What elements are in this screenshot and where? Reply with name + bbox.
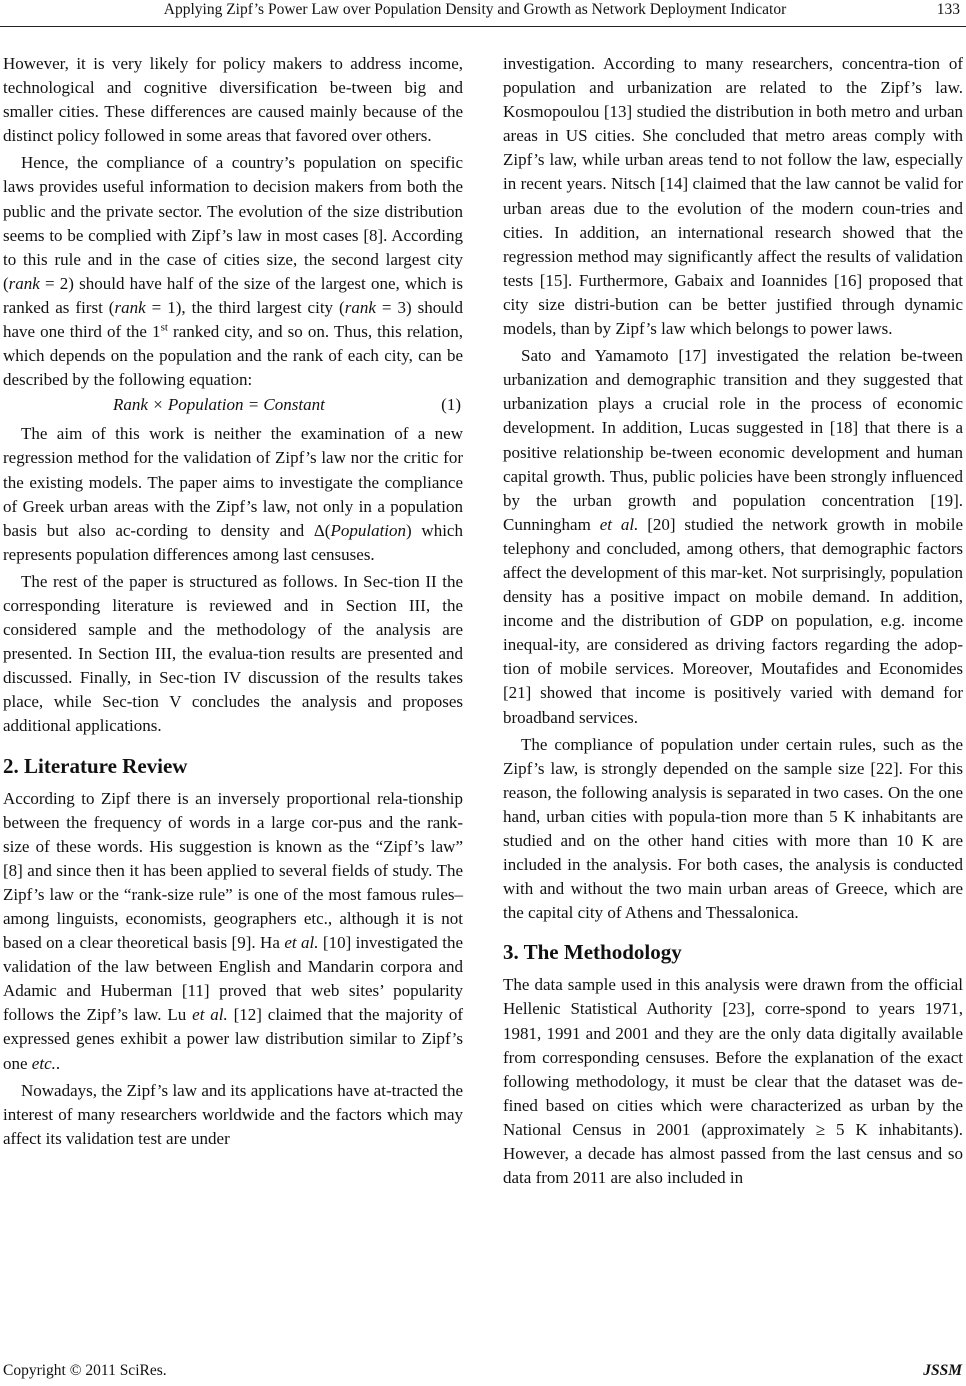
section-heading: 3. The Methodology	[503, 940, 682, 965]
paragraph	[3, 151, 463, 392]
italic-term: rank	[114, 297, 146, 317]
text-run: Sato and Yamamoto [17] investigated the relation be-tween urbanization and demographic transition and they suggested that urbanization plays a crucial role in the process of economic development. In addition, Lucas suggested in [18] that there is a positive relationship be-tween economic development and human capital growth. Thus, public policies have been strongly influenced by the urban growth and population concentration [19]. Cunningham	[503, 346, 963, 534]
text-run: = 2) should have half of the size of the largest one, which is ranked as first (	[3, 273, 463, 317]
superscript: st	[160, 321, 168, 334]
paragraph: investigation. According to many researchers, concentra-tion of population and urbanization are related to the Zipf’s law. Kosmopoulou [13] studied the distribution in both metro and urban areas in US cities. She concluded that metro areas comply with Zipf’s law, while urban areas tend to not follow the law, especially in recent years. Nitsch [14] claimed that the law cannot be valid for urban areas due to the evolution of the modern coun-tries and cities. In addition, an international research showed that the regression method may significantly affect the results of validation tests [15]. Furthermore, Gabaix and Ioannides [16] proposed that city size distri-bution can be better justified through dynamic models, than by Zipf’s law which belongs to power laws.	[503, 54, 963, 339]
text-run: = 1), the third largest city (	[145, 297, 345, 317]
paragraph	[503, 344, 963, 730]
text-run: [12] claimed that the majority of expressed genes exhibit a power law distribution similar to Zipf’s one	[3, 1005, 464, 1073]
text-run: [10] investigated the validation of the law between English and Mandarin corpora and Adamic and Huberman [11] proved that web sites’ popularity follows the Zipf’s law. Lu	[3, 933, 463, 1025]
journal-name: JSSM	[923, 1362, 962, 1379]
text-run: = 3) should have one third of the 1	[3, 297, 463, 342]
equation	[3, 393, 463, 420]
text-run: ) which represents population differences among last censuses.	[3, 520, 463, 564]
text-run: According to Zipf there is an inversely proportional rela-tionship between the frequency of words in a large cor-pus and the rank-size of these words. His suggestion is known as the “Zipf’s law” [8] and since then it has been applied to several fields of study. The Zipf’s law or the “rank-size rule” is one of the most famous rules–among linguists, economists, geographers etc., although it is not based on a clear theoretical basis [9]. Ha	[3, 788, 463, 953]
text-run: [20] studied the network growth in mobile telephony and concluded, among others, that demographic factors affect the development of this mar-ket. Not surprisingly, population density has a positive impact on mobile demand. In addition, income and the distribution of GDP on population, e.g. income inequal-ity, are considered as driving factors regarding the adop-tion of mobile services. Moreover, Moutafides and Economides [21] showed that income is positively varied with demand for broadband services.	[503, 514, 963, 727]
paragraph: The rest of the paper is structured as follows. In Sec-tion II the corresponding literature is reviewed and in Section III, the considered sample and the methodology of the analysis are presented. In Section III, the evalua-tion results are presented and discussed. Finally, in Sec-tion IV discussion of the results takes place, while Sec-tion V concludes the analysis and proposes additional applications.	[3, 571, 463, 736]
text-run: .	[55, 1053, 61, 1073]
italic-term: Population	[330, 520, 407, 540]
section-heading: 2. Literature Review	[3, 753, 188, 778]
right-column	[503, 52, 963, 1190]
italic-term: etc.	[31, 1053, 56, 1073]
italic-term: et al.	[192, 1005, 228, 1025]
text-run: Hence, the compliance of a country’s population on specific laws provides useful information to decision makers from both the public and the private sector. The evolution of the size distribution seems to be complied with Zipf’s law in most cases [8]. According to this rule and in the case of cities size, the second largest city (	[3, 153, 463, 293]
paragraph: However, it is very likely for policy makers to address income, technological and cognitive diversification be-tween big and smaller cities. These differences are caused mainly because of the distinct policy followed in some areas that favored over others.	[3, 54, 463, 146]
running-header	[0, 0, 966, 27]
text-run: The aim of this work is neither the examination of a new regression method for the validation of Zipf’s law nor the critic for the existing models. The paper aims to investigate the compliance of Greek urban areas with the Zipf’s law, not only in a population basis but also ac-cording to density and Δ(	[3, 424, 463, 540]
running-title: Applying Zipf’s Power Law over Population Density and Growth as Network Deployment Indicator	[163, 1, 787, 18]
italic-term: rank	[8, 273, 40, 293]
equation-expression: Rank × Population = Constant	[113, 395, 325, 415]
copyright-notice: Copyright © 2011 SciRes.	[3, 1362, 167, 1379]
equation-number: (1)	[441, 395, 461, 415]
paragraph	[3, 787, 463, 1076]
paragraph: Nowadays, the Zipf’s law and its applications have at-tracted the interest of many researchers worldwide and the factors which may affect its validation test are under	[3, 1080, 463, 1148]
italic-term: et al.	[599, 514, 639, 534]
page-number: 133	[936, 1, 960, 18]
left-column	[3, 52, 463, 1151]
paragraph: The compliance of population under certain rules, such as the Zipf’s law, is strongly depended on the sample size [22]. For this reason, the following analysis is separated in two cases. On the one hand, urban cities with popula-tion more than 5 K inhabitants are studied and on the other hand cities with more than 10 K are included in the analysis. For both cases, the analysis is conducted with and without the two main urban areas of Greece, which are the capital city of Athens and Thessalonica.	[503, 734, 963, 923]
italic-term: et al.	[284, 933, 319, 953]
page-footer	[0, 1362, 966, 1384]
italic-term: rank	[344, 297, 376, 317]
text-run: ranked city, and so on. Thus, this relation, which depends on the population and the rank of each city, can be described by the following equation:	[3, 322, 463, 390]
paragraph	[3, 422, 463, 567]
paragraph: The data sample used in this analysis were drawn from the official Hellenic Statistical Authority [23], corre-spond to years 1971, 1981, 1991 and 2001 and they are the only data digitally available from corresponding censuses. Before the explanation of the exact following methodology, it must be clear that the dataset was de-fined based on cities which were characterized as urban by the National Census in 2001 (approximately ≥ 5 K inhabitants). However, a decade has almost passed from the last census and so data from 2011 are also included in	[503, 975, 963, 1188]
